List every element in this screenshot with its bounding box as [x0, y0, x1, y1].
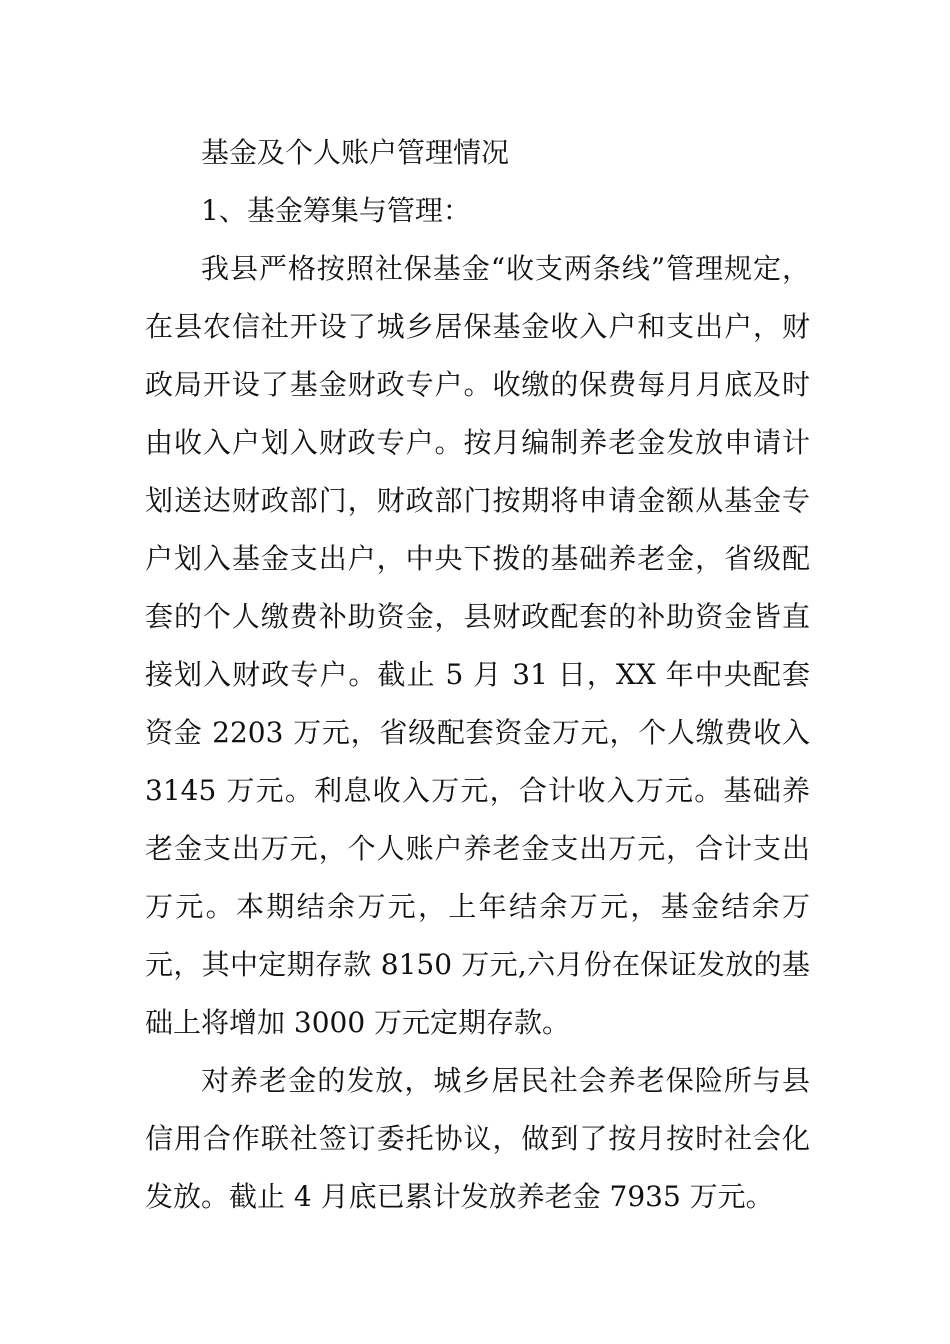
section-heading: 基金及个人账户管理情况 — [201, 136, 510, 169]
body-paragraph-pension-distribution: 对养老金的发放，城乡居民社会养老保险所与县信用合作联社签订委托协议，做到了按月按时社会化发放。截止 4 月底已累计发放养老金 7935 万元。 — [145, 1064, 810, 1213]
subsection-heading: 1、基金筹集与管理： — [201, 194, 471, 227]
body-paragraph-fund-management: 我县严格按照社保基金“收支两条线”管理规定，在县农信社开设了城乡居保基金收入户和支出户，财政局开设了基金财政专户。收缴的保费每月月底及时由收入户划入财政专户。按月编制养老金发放申请计划送达财政部门，财政部门按期将申请金额从基金专户划入基金支出户，中央下拨的基础养老金，省级配套的个人缴费补助资金，县财政配套的补助资金皆直接划入财政专户。截止 5 月 31 日，XX 年中央配套资金 2203 万元，省级配套资金万元，个人缴费收入 3145 万元。利息收入万元，合计收入万元。基础养老金支出万元，个人账户养老金支出万元，合计支出万元。本期结余万元，上年结余万元，基金结余万元，其中定期存款 8150 万元,六月份在保证发放的基础上将增加 3000 万元定期存款。 — [145, 252, 810, 1039]
document-body — [145, 124, 810, 1226]
